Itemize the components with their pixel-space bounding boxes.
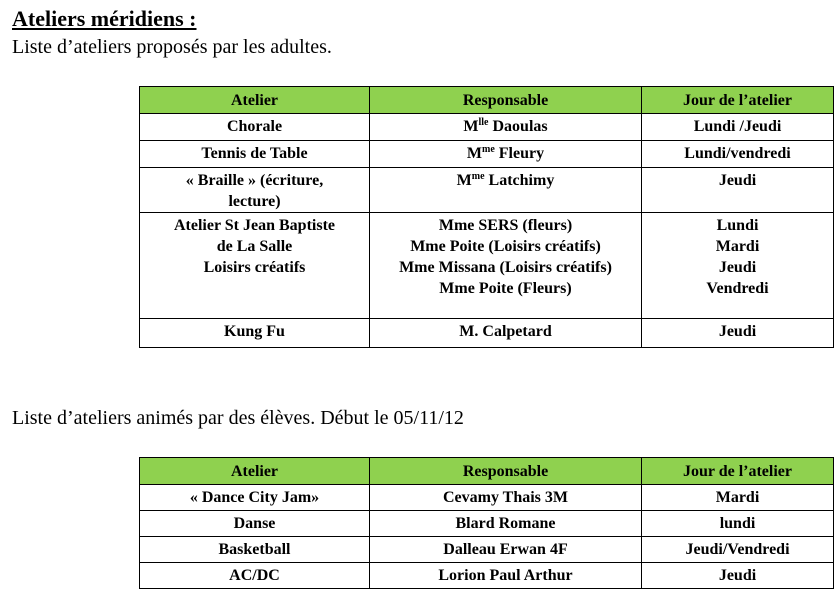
column-header-atelier: Atelier [140,87,370,114]
cell-atelier: Tennis de Table [140,141,370,168]
table-row [140,537,834,563]
column-header-jour: Jour de l’atelier [642,458,834,485]
cell-jour: Jeudi [642,563,834,589]
cell-atelier: AC/DC [140,563,370,589]
table-row [140,213,834,319]
page-title: Ateliers méridiens : [12,6,197,31]
cell-jour: Jeudi/Vendredi [642,537,834,563]
cell-responsable: M. Calpetard [370,319,642,348]
table-row [140,319,834,348]
cell-responsable: Dalleau Erwan 4F [370,537,642,563]
table-row [140,511,834,537]
cell-jour: Mardi [642,485,834,511]
cell-responsable: $M^{me}$ Latchimy [370,168,642,213]
cell-responsable: Lorion Paul Arthur [370,563,642,589]
cell-jour: Jeudi [642,319,834,348]
cell-jour: Jeudi [642,168,834,213]
cell-jour: Lundi/vendredi [642,141,834,168]
cell-jour: lundi [642,511,834,537]
adult-workshops-table [139,86,834,348]
table-row [140,114,834,141]
table-row [140,563,834,589]
cell-responsable: $M^{lle}$ Daoulas [370,114,642,141]
column-header-responsable: Responsable [370,458,642,485]
table-header-row [140,458,834,485]
cell-atelier: « Dance City Jam» [140,485,370,511]
cell-responsable: Cevamy Thais 3M [370,485,642,511]
student-workshops-table [139,457,834,589]
table-row [140,485,834,511]
cell-atelier: Atelier St Jean Baptiste de La Salle Loisirs créatifs [140,213,370,319]
cell-atelier: Danse [140,511,370,537]
cell-responsable: Mme SERS (fleurs) Mme Poite (Loisirs créatifs) Mme Missana (Loisirs créatifs) Mme Poite (Fleurs) [370,213,642,319]
column-header-jour: Jour de l’atelier [642,87,834,114]
cell-atelier: Chorale [140,114,370,141]
cell-responsable: $M^{me}$ Fleury [370,141,642,168]
cell-atelier: Basketball [140,537,370,563]
cell-responsable: Blard Romane [370,511,642,537]
table-row [140,168,834,213]
table-header-row [140,87,834,114]
column-header-responsable: Responsable [370,87,642,114]
section1-heading: Liste d’ateliers proposés par les adultes. [12,36,332,58]
cell-jour: Lundi /Jeudi [642,114,834,141]
column-header-atelier: Atelier [140,458,370,485]
section2-heading: Liste d’ateliers animés par des élèves. Début le 05/11/12 [12,407,464,429]
cell-jour: Lundi Mardi Jeudi Vendredi [642,213,834,319]
cell-atelier: Kung Fu [140,319,370,348]
cell-atelier: « Braille » (écriture, lecture) [140,168,370,213]
table-row [140,141,834,168]
